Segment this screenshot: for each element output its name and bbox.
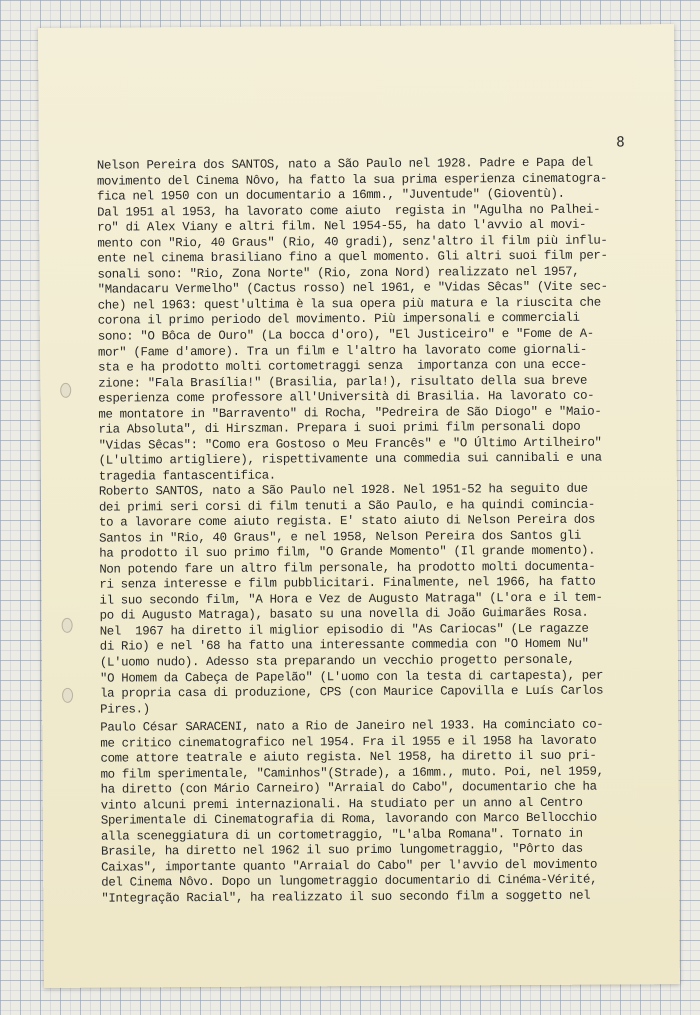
page-number: 8 (616, 134, 625, 151)
text-line: sono: "O Bôca de Ouro" (La bocca d'oro), "El Justiceiro" e "Fome de A- (97, 326, 594, 344)
text-line: ha prodotto il suo primo film, "O Grande Momento" (Il grande momento). (99, 543, 596, 561)
text-line: po di Augusto Matraga), basato su una novella di João Guimarães Rosa. (99, 606, 589, 624)
text-line: corona il primo periodo del movimento. Più impersonali e commerciali (97, 311, 580, 329)
text-line: (L'uomo nudo). Adesso sta preparando un vecchio progetto personale, (99, 652, 575, 670)
text-line: Santos in "Rio, 40 Graus", e nel 1958, Nelson Pereira dos Santos gli (99, 528, 581, 546)
text-line: "Integração Racial", ha realizzato il suo secondo film a soggetto nel (101, 888, 591, 906)
paragraph-nelson-pereira-dos-santos (97, 155, 655, 485)
text-line: del Cinema Nôvo. Dopo un lungometraggio documentario di Cinéma-Vérité, (101, 873, 598, 891)
text-line: dei primi seri corsi di film tenuti a São Paulo, e ha quindi comincia- (98, 497, 595, 515)
text-line: Nel 1967 ha diretto il miglior episodio di "As Cariocas" (Le ragazze (99, 621, 589, 639)
text-line: come attore teatrale e aiuto regista. Nel 1958, ha diretto il suo pri- (100, 748, 597, 766)
text-line: il suo secondo film, "A Hora e Vez de Augusto Matraga" (L'ora e il tem- (99, 590, 603, 608)
text-line: sonali sono: "Rio, Zona Norte" (Rio, zona Nord) realizzato nel 1957, (97, 264, 580, 282)
text-line: "O Homem da Cabeça de Papelão" (L'uomo con la testa di cartapesta), per (99, 668, 604, 686)
text-line: sta e ha prodotto molti cortometraggi senza importanza con una ecce- (98, 357, 588, 375)
punch-hole (62, 688, 73, 703)
text-line: mo film sperimentale, "Caminhos"(Strade), a 16mm., muto. Poi, nel 1959, (100, 764, 604, 782)
text-line: "Mandacaru Vermelho" (Cactus rosso) nel 1961, e "Vidas Sêcas" (Vite sec- (97, 279, 608, 298)
text-line: tragedia fantascentifica. (98, 468, 276, 484)
text-line: vinto alcuni premi internazionali. Ha studiato per un anno al Centro (100, 795, 583, 813)
text-line: ri senza interesse e film pubblicitari. Finalmente, nel 1966, ha fatto (99, 574, 596, 592)
text-line: Roberto SANTOS, nato a São Paulo nel 1928. Nel 1951-52 ha seguito due (98, 481, 588, 499)
text-line: "Vidas Sêcas": "Como era Gostoso o Meu Francês" e "O Último Artilheiro" (98, 435, 602, 453)
text-line: to a lavorare come aiuto regista. E' stato aiuto di Nelson Pereira dos (98, 512, 596, 530)
text-line: che) nel 1963: quest'ultima è la sua opera più matura e la riuscita che (97, 295, 601, 313)
punch-hole (60, 383, 71, 398)
text-line: Brasile, ha diretto nel 1962 il suo primo lungometraggio, "Pôrto das (100, 842, 583, 860)
text-line: ria Absoluta", di Hirszman. Prepara i suoi primi film personali dopo (98, 419, 581, 437)
text-line: Dal 1951 al 1953, ha lavorato come aiuto regista in "Agulha no Palhei- (97, 202, 601, 220)
text-line: movimento del Cinema Nôvo, ha fatto la sua prima esperienza cinematogra- (96, 171, 608, 189)
text-line: zione: "Fala Brasília!" (Brasilia, parla!), risultato della sua breve (98, 373, 588, 391)
text-line: la propria casa di produzione, CPS (con Maurice Capovilla e Luís Carlos (100, 683, 604, 701)
text-line: esperienza come professore all'Università di Brasilia. Ha lavorato co- (98, 388, 595, 406)
text-line: Paulo César SARACENI, nato a Rio de Janeiro nel 1933. Ha cominciato co- (100, 717, 604, 735)
text-line: (L'ultimo artigliere), rispettivamente una commedia sui cannibali e una (98, 450, 602, 469)
paragraph-paulo-cesar-saraceni (100, 717, 657, 907)
text-line: mento con "Rio, 40 Graus" (Rio, 40 gradi), senz'altro il film più influ- (97, 233, 608, 251)
text-line: me montatore in "Barravento" di Rocha, "Pedreira de São Diogo" e "Maio- (98, 404, 602, 422)
text-line: me critico cinematografico nel 1954. Fra il 1955 e il 1958 ha lavorato (100, 733, 597, 751)
text-line: Pires.) (100, 701, 150, 717)
typewritten-page (38, 24, 680, 988)
text-line: ha diretto (con Mário Carneiro) "Arraial do Cabo", documentario che ha (100, 779, 597, 797)
text-line: ente nel cinema brasiliano fino a quel momento. Gli altri suoi film per- (97, 248, 608, 266)
text-line: alla sceneggiatura di un cortometraggio, "L'alba Romana". Tornato in (100, 826, 583, 844)
text-line: mor" (Fame d'amore). Tra un film e l'altro ha lavorato come giornali- (97, 342, 587, 360)
text-line: Nelson Pereira dos SANTOS, nato a São Paulo nel 1928. Padre e Papa del (96, 155, 593, 173)
text-line: ro" di Alex Viany e altri film. Nel 1954-55, ha dato l'avvio al movi- (97, 217, 587, 235)
punch-hole (62, 618, 73, 633)
text-line: Sperimentale di Cinematografia di Roma, lavorando con Marco Bellocchio (100, 810, 597, 828)
text-line: di Rio) e nel '68 ha fatto una interessante commedia con "O Homem Nu" (99, 637, 589, 655)
text-line: Non potendo fare un altro film personale, ha prodotto molti documenta- (99, 559, 596, 577)
text-line: fica nel 1950 con un documentario a 16mm., "Juventude" (Gioventù). (96, 186, 565, 204)
text-line: Caixas", importante quanto "Arraial do Cabo" per l'avvio del movimento (101, 857, 598, 875)
paragraph-roberto-santos (99, 481, 656, 718)
